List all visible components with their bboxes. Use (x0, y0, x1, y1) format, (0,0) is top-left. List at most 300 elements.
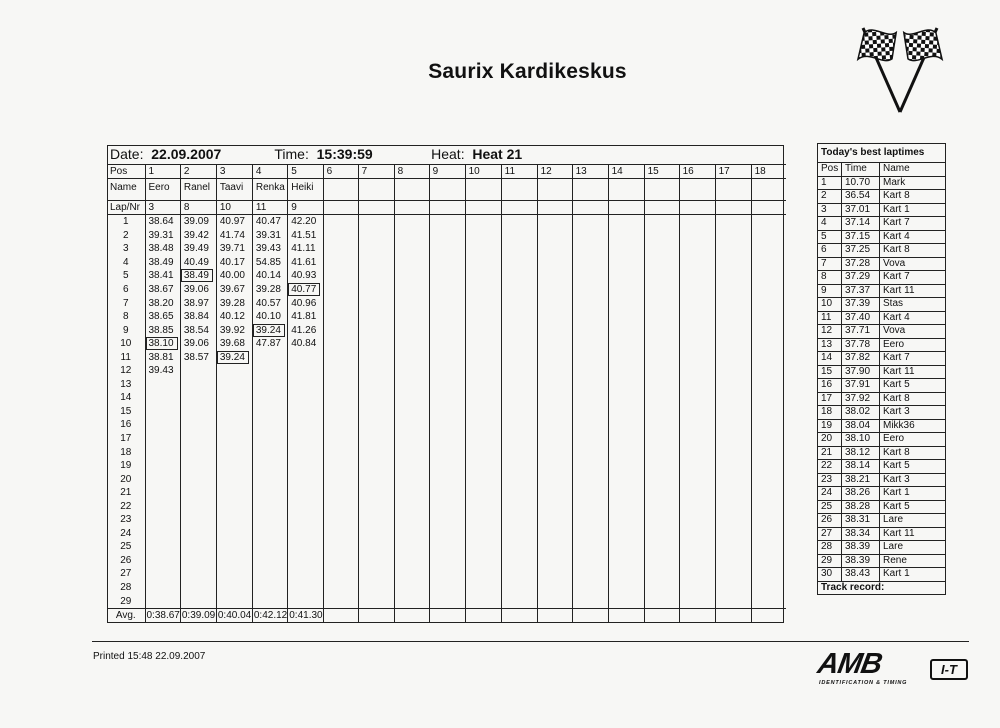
lap-time-cell (252, 283, 287, 297)
lap-time-cell (679, 432, 715, 446)
lap-time-cell (608, 350, 644, 364)
lap-time-cell (394, 594, 429, 608)
lap-time-cell (252, 310, 287, 324)
lap-time-cell (572, 513, 608, 527)
lap-time-cell (501, 581, 537, 595)
lap-time-cell (501, 337, 537, 351)
lap-time-cell (429, 486, 465, 500)
lap-time-cell (608, 256, 644, 270)
lap-time-cell (145, 378, 180, 392)
lap-number: 19 (120, 460, 132, 472)
lap-time-cell (323, 296, 358, 310)
lap-time-cell (537, 594, 572, 608)
position-cell: 14 (608, 165, 644, 179)
lap-time-cell (252, 364, 287, 378)
best-pos: 14 (818, 352, 842, 366)
lap-time-cell (429, 323, 465, 337)
lap-time-cell (180, 215, 216, 229)
best-name: Kart 8 (880, 244, 946, 258)
lap-time-cell (465, 527, 501, 541)
lap-time-cell (358, 527, 394, 541)
best-pos: 2 (818, 190, 842, 204)
lap-time-cell (145, 391, 180, 405)
lap-time-cell (252, 296, 287, 310)
lap-time-cell (537, 418, 572, 432)
lap-time-cell (288, 594, 323, 608)
best-pos: 30 (818, 568, 842, 582)
lap-time-cell (252, 540, 287, 554)
lap-time-cell (323, 432, 358, 446)
lap-time-cell (394, 472, 429, 486)
lap-time-cell (537, 364, 572, 378)
empty-cell (501, 608, 537, 623)
position-cell: 13 (572, 165, 608, 179)
lap-time-cell (715, 269, 751, 283)
lap-row (107, 350, 786, 364)
lap-time-cell (358, 242, 394, 256)
lap-time-cell (216, 499, 252, 513)
lap-time-cell (572, 296, 608, 310)
lap-time-cell (751, 215, 786, 229)
lap-time: 39.92 (219, 324, 245, 336)
best-lap-cell (180, 269, 216, 283)
best-time: 37.15 (842, 230, 880, 244)
lap-time-cell (429, 256, 465, 270)
lap-number: 3 (122, 243, 129, 255)
best-time: 37.25 (842, 244, 880, 258)
lap-time-cell (252, 269, 287, 283)
lap-time-cell (751, 567, 786, 581)
lap-time-cell (323, 323, 358, 337)
lap-time-cell (751, 527, 786, 541)
lap-time: 38.67 (148, 284, 174, 295)
empty-cell (572, 201, 608, 215)
lap-number: 28 (120, 582, 132, 594)
lap-time-cell (145, 459, 180, 473)
best-row (818, 460, 946, 474)
lap-time-cell (288, 499, 323, 513)
amb-logo (815, 648, 963, 690)
best-time: 38.31 (842, 514, 880, 528)
best-row (818, 190, 946, 204)
lap-time-cell (216, 486, 252, 500)
lap-time-cell (608, 527, 644, 541)
logo-badge: I-T (930, 659, 968, 680)
lap-time-cell (145, 554, 180, 568)
best-column-header: Name (880, 163, 946, 177)
lap-time: 39.31 (148, 229, 174, 241)
lap-time: 40.47 (255, 216, 281, 228)
lap-time-cell (644, 378, 679, 392)
lap-time-cell (394, 215, 429, 229)
lap-time-cell (537, 540, 572, 554)
lap-time-cell (679, 554, 715, 568)
lap-time-cell (501, 283, 537, 297)
lap-number: 16 (120, 419, 132, 431)
lap-time-cell (644, 472, 679, 486)
lap-time-cell (679, 378, 715, 392)
lap-time-cell (180, 364, 216, 378)
lap-time: 39.28 (255, 284, 281, 295)
lap-time-cell (751, 229, 786, 243)
best-title: Today's best laptimes (818, 144, 946, 163)
lap-time-cell (679, 418, 715, 432)
lap-time-cell (644, 256, 679, 270)
lap-time: 41.51 (291, 229, 317, 241)
best-pos: 7 (818, 257, 842, 271)
lap-time-cell (180, 499, 216, 513)
lap-time-cell (288, 391, 323, 405)
lap-time-cell (145, 499, 180, 513)
best-name: Rene (880, 554, 946, 568)
lap-time-cell (394, 323, 429, 337)
kart-number: 11 (252, 201, 287, 215)
lap-time-cell (501, 269, 537, 283)
lap-time-cell (537, 323, 572, 337)
lap-time: 38.84 (183, 311, 209, 323)
lap-time-cell (288, 337, 323, 351)
lap-time-cell (572, 567, 608, 581)
position-cell: 5 (288, 165, 323, 179)
lap-time-cell (751, 350, 786, 364)
best-pos: 4 (818, 217, 842, 231)
empty-cell (572, 179, 608, 201)
lap-time-cell (572, 229, 608, 243)
lap-time-cell (288, 405, 323, 419)
lap-time-cell (608, 229, 644, 243)
lap-row (107, 364, 786, 378)
lap-time-cell (288, 323, 323, 337)
track-record-label: Track record: (821, 581, 885, 593)
best-row (818, 406, 946, 420)
lap-time-cell (644, 337, 679, 351)
lap-time: 38.49 (148, 256, 174, 268)
lap-time-cell (180, 445, 216, 459)
lap-time-cell (572, 391, 608, 405)
lap-time-cell (715, 594, 751, 608)
lap-time-cell (252, 391, 287, 405)
lap-time-cell (216, 554, 252, 568)
lap-time-cell (537, 554, 572, 568)
empty-cell (572, 608, 608, 623)
best-lap-cell (288, 283, 323, 297)
best-time: 10.70 (842, 176, 880, 190)
best-time: 37.82 (842, 352, 880, 366)
lap-time-cell (644, 581, 679, 595)
lap-time-cell (358, 405, 394, 419)
lap-number: 2 (122, 229, 129, 241)
lap-time-cell (715, 283, 751, 297)
best-name: Kart 11 (880, 284, 946, 298)
best-time: 38.39 (842, 541, 880, 555)
lap-time-cell (751, 486, 786, 500)
lap-time-cell (572, 405, 608, 419)
logo-tagline: IDENTIFICATION & TIMING (819, 680, 908, 686)
empty-cell (465, 179, 501, 201)
best-row (818, 203, 946, 217)
lap-time-cell (715, 242, 751, 256)
best-pos: 21 (818, 446, 842, 460)
lap-time-cell (216, 445, 252, 459)
lap-time-cell (216, 229, 252, 243)
lap-time-cell (180, 337, 216, 351)
lap-time-cell (644, 310, 679, 324)
lap-time-cell (572, 594, 608, 608)
lap-time-cell (252, 405, 287, 419)
empty-cell (429, 201, 465, 215)
lap-time-cell (644, 445, 679, 459)
best-title-row (818, 144, 946, 163)
lap-time-cell (145, 527, 180, 541)
lap-time-cell (715, 378, 751, 392)
best-pos: 22 (818, 460, 842, 474)
lap-time-cell (394, 337, 429, 351)
lap-time-cell (572, 364, 608, 378)
lap-time-cell (394, 350, 429, 364)
lap-time-cell (537, 527, 572, 541)
lap-time-cell (429, 405, 465, 419)
lap-time-cell (145, 296, 180, 310)
lap-time-cell (679, 350, 715, 364)
lap-time-cell (145, 215, 180, 229)
lap-time-cell (572, 459, 608, 473)
lap-number: 15 (120, 405, 132, 417)
lap-time: 40.12 (219, 311, 245, 323)
lap-time-cell (644, 364, 679, 378)
lap-time-cell (358, 486, 394, 500)
lap-time-cell (429, 310, 465, 324)
best-time: 38.10 (842, 433, 880, 447)
lap-time-cell (501, 242, 537, 256)
lap-time: 38.48 (148, 243, 174, 255)
lap-time: 40.96 (291, 297, 317, 309)
empty-cell (679, 201, 715, 215)
best-row (818, 473, 946, 487)
lap-time-cell (465, 391, 501, 405)
lap-time-cell (679, 242, 715, 256)
lap-time-cell (394, 486, 429, 500)
lap-time-cell (465, 499, 501, 513)
lap-time: 39.31 (255, 229, 281, 241)
lap-time-cell (145, 310, 180, 324)
lap-time-cell (572, 432, 608, 446)
best-time: 37.28 (842, 257, 880, 271)
lap-time-cell (216, 567, 252, 581)
lap-number: 9 (122, 324, 129, 336)
lap-time-cell (323, 527, 358, 541)
best-lap-cell (145, 337, 180, 351)
lap-time-cell (323, 499, 358, 513)
lap-time-cell (572, 418, 608, 432)
lap-row (107, 581, 786, 595)
lap-time-cell (394, 459, 429, 473)
lap-time-cell (323, 513, 358, 527)
pos-label: Pos (107, 165, 145, 179)
lap-time-cell (537, 459, 572, 473)
lap-time-cell (679, 229, 715, 243)
lap-time-cell (679, 540, 715, 554)
lap-time-cell (751, 540, 786, 554)
best-row (818, 419, 946, 433)
best-pos: 26 (818, 514, 842, 528)
lap-time-cell (429, 445, 465, 459)
lap-time-cell (572, 472, 608, 486)
lap-time-cell (429, 499, 465, 513)
lap-time-cell (180, 486, 216, 500)
lap-number: 29 (120, 595, 132, 607)
empty-cell (537, 179, 572, 201)
lap-time-cell (465, 215, 501, 229)
position-cell: 9 (429, 165, 465, 179)
lap-time-cell (323, 337, 358, 351)
lap-time-cell (288, 445, 323, 459)
position-row (107, 165, 786, 179)
lap-time-cell (751, 513, 786, 527)
lap-time-cell (323, 459, 358, 473)
best-time: 37.37 (842, 284, 880, 298)
driver-name: Heiki (288, 179, 323, 201)
lap-time-cell (644, 594, 679, 608)
lap-time-cell (644, 459, 679, 473)
best-pos: 28 (818, 541, 842, 555)
lap-time-cell (288, 350, 323, 364)
lap-time-cell (537, 350, 572, 364)
lap-time-cell (608, 283, 644, 297)
lap-time-cell (323, 310, 358, 324)
lap-time-cell (537, 296, 572, 310)
lap-time-cell (608, 405, 644, 419)
lap-time-cell (252, 459, 287, 473)
lap-time-cell (429, 283, 465, 297)
average-time: 0:40.04 (217, 610, 252, 622)
empty-cell (465, 608, 501, 623)
lap-time: 40.57 (255, 297, 281, 309)
lap-time-cell (644, 527, 679, 541)
best-name: Kart 5 (880, 500, 946, 514)
lap-time-cell (288, 256, 323, 270)
best-row (818, 392, 946, 406)
lap-time-cell (501, 594, 537, 608)
lap-time: 39.49 (183, 243, 209, 255)
best-time: 37.14 (842, 217, 880, 231)
empty-cell (751, 179, 786, 201)
best-time: 38.04 (842, 419, 880, 433)
lapnr-label: Lap/Nr (107, 201, 145, 215)
lap-time: 47.87 (255, 338, 281, 350)
lap-time-cell (537, 337, 572, 351)
best-time: 36.54 (842, 190, 880, 204)
lap-row (107, 242, 786, 256)
lap-time-cell (145, 594, 180, 608)
lap-time-cell (537, 269, 572, 283)
lap-time-cell (751, 242, 786, 256)
position-cell: 10 (465, 165, 501, 179)
lap-time-cell (751, 337, 786, 351)
lap-time-cell (715, 215, 751, 229)
lap-time-cell (358, 459, 394, 473)
lap-time-cell (358, 472, 394, 486)
lap-time-cell (180, 296, 216, 310)
lap-time-cell (715, 472, 751, 486)
lap-time: 40.10 (255, 311, 281, 323)
lap-time-cell (252, 229, 287, 243)
empty-cell (715, 179, 751, 201)
lap-time-cell (715, 581, 751, 595)
best-row (818, 527, 946, 541)
empty-cell (751, 608, 786, 623)
lap-time: 40.49 (183, 256, 209, 268)
lap-time-cell (537, 242, 572, 256)
lap-time-cell (288, 296, 323, 310)
best-row (818, 311, 946, 325)
lap-time-cell (323, 554, 358, 568)
lap-time-cell (358, 594, 394, 608)
lap-number: 5 (122, 270, 129, 282)
lap-time-cell (679, 405, 715, 419)
lap-time: 39.06 (183, 338, 209, 350)
lap-time-cell (323, 391, 358, 405)
lap-number: 1 (122, 216, 129, 228)
printed-timestamp: Printed 15:48 22.09.2007 (93, 651, 206, 662)
lap-time: 38.41 (148, 270, 174, 282)
lap-time-cell (288, 513, 323, 527)
lap-time-cell (323, 581, 358, 595)
best-pos: 5 (818, 230, 842, 244)
best-name: Kart 3 (880, 406, 946, 420)
lap-number: 25 (120, 541, 132, 553)
lap-time-cell (679, 283, 715, 297)
average-time: 0:39.09 (181, 610, 216, 622)
lap-time-cell (679, 594, 715, 608)
lap-time-cell (252, 256, 287, 270)
lap-time-cell (323, 215, 358, 229)
lap-time-cell (323, 405, 358, 419)
lap-time-cell (751, 418, 786, 432)
lap-time-cell (644, 540, 679, 554)
time-cell (252, 145, 429, 165)
lap-time-cell (608, 540, 644, 554)
lap-time-cell (715, 310, 751, 324)
lap-time-cell (715, 527, 751, 541)
best-time: 38.12 (842, 446, 880, 460)
lap-time-cell (145, 364, 180, 378)
average-row (107, 608, 786, 623)
lap-time-cell (715, 567, 751, 581)
lap-time-cell (572, 486, 608, 500)
empty-cell (394, 201, 429, 215)
position-cell: 2 (180, 165, 216, 179)
lap-time-cell (644, 350, 679, 364)
lap-time-cell (288, 215, 323, 229)
lap-time-cell (288, 364, 323, 378)
best-row (818, 338, 946, 352)
lap-time-cell (572, 350, 608, 364)
best-row (818, 257, 946, 271)
lap-time: 39.67 (219, 284, 245, 295)
lap-time-cell (751, 445, 786, 459)
date-cell (107, 145, 252, 165)
lap-time-cell (216, 418, 252, 432)
lap-time-cell (429, 391, 465, 405)
average-time: 0:42.12 (253, 610, 288, 622)
time-label: Time: (274, 146, 309, 162)
position-cell: 6 (323, 165, 358, 179)
best-name: Stas (880, 298, 946, 312)
lap-time-cell (429, 472, 465, 486)
lap-time-cell (751, 472, 786, 486)
best-time: 38.02 (842, 406, 880, 420)
best-name: Eero (880, 433, 946, 447)
